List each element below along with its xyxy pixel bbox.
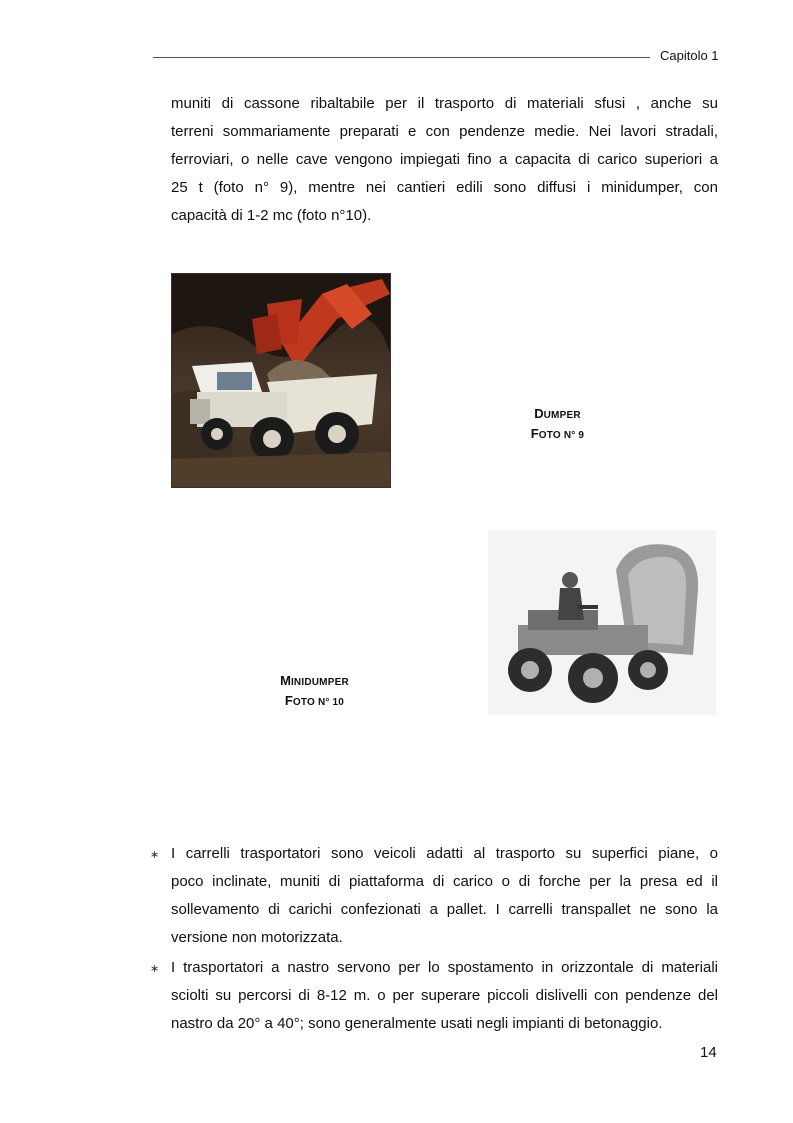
bullet-paragraph-trasportatori xyxy=(171,954,718,1038)
bullet-mark: ∗ xyxy=(150,963,160,975)
paragraph-line: 25 t (foto n° 9), mentre nei cantieri edili sono diffusi i minidumper, con xyxy=(171,179,718,196)
paragraph-line: sciolti su percorsi di 8-12 m. o per superare piccoli dislivelli con pendenze del xyxy=(171,987,718,1004)
paragraph-line: versione non motorizzata. xyxy=(171,929,343,946)
minidumper-caption-number: FOTO N° 10 xyxy=(284,693,345,708)
paragraph-line: capacità di 1-2 mc (foto n°10). xyxy=(171,207,372,224)
paragraph-line: muniti di cassone ribaltabile per il trasporto di materiali sfusi , anche su xyxy=(171,95,718,112)
paragraph-line: I trasportatori a nastro servono per lo spostamento in orizzontale di materiali xyxy=(171,959,718,976)
paragraph-line: poco inclinate, muniti di piattaforma di carico o di forche per la presa ed il xyxy=(171,873,718,890)
paragraph-line: terreni sommariamente preparati e con pendenze medie. Nei lavori stradali, xyxy=(171,123,718,140)
paragraph-line: ferroviari, o nelle cave vengono impiegati fino a capacita di carico superiori a xyxy=(171,151,718,168)
minidumper-caption xyxy=(262,672,367,712)
bullet-paragraph-carrelli xyxy=(171,840,718,952)
dumper-caption-number: FOTO N° 9 xyxy=(530,426,585,441)
chapter-label: Capitolo 1 xyxy=(660,48,719,63)
minidumper-caption-title: MINIDUMPER xyxy=(280,673,349,688)
header-rule xyxy=(153,57,650,58)
paragraph-line: I carrelli trasportatori sono veicoli adatti al trasporto su superfici piane, o xyxy=(171,845,718,862)
dumper-caption xyxy=(510,405,605,445)
dumper-photo xyxy=(171,273,391,488)
paragraph-line: nastro da 20° a 40°; sono generalmente usati negli impianti di betonaggio. xyxy=(171,1015,663,1032)
dumper-caption-title: DUMPER xyxy=(534,406,581,421)
page-number: 14 xyxy=(700,1044,717,1061)
bullet-mark: ∗ xyxy=(150,849,160,861)
minidumper-photo xyxy=(488,530,716,715)
intro-paragraph xyxy=(171,90,718,230)
paragraph-line: sollevamento di carichi confezionati a pallet. I carrelli transpallet ne sono la xyxy=(171,901,718,918)
